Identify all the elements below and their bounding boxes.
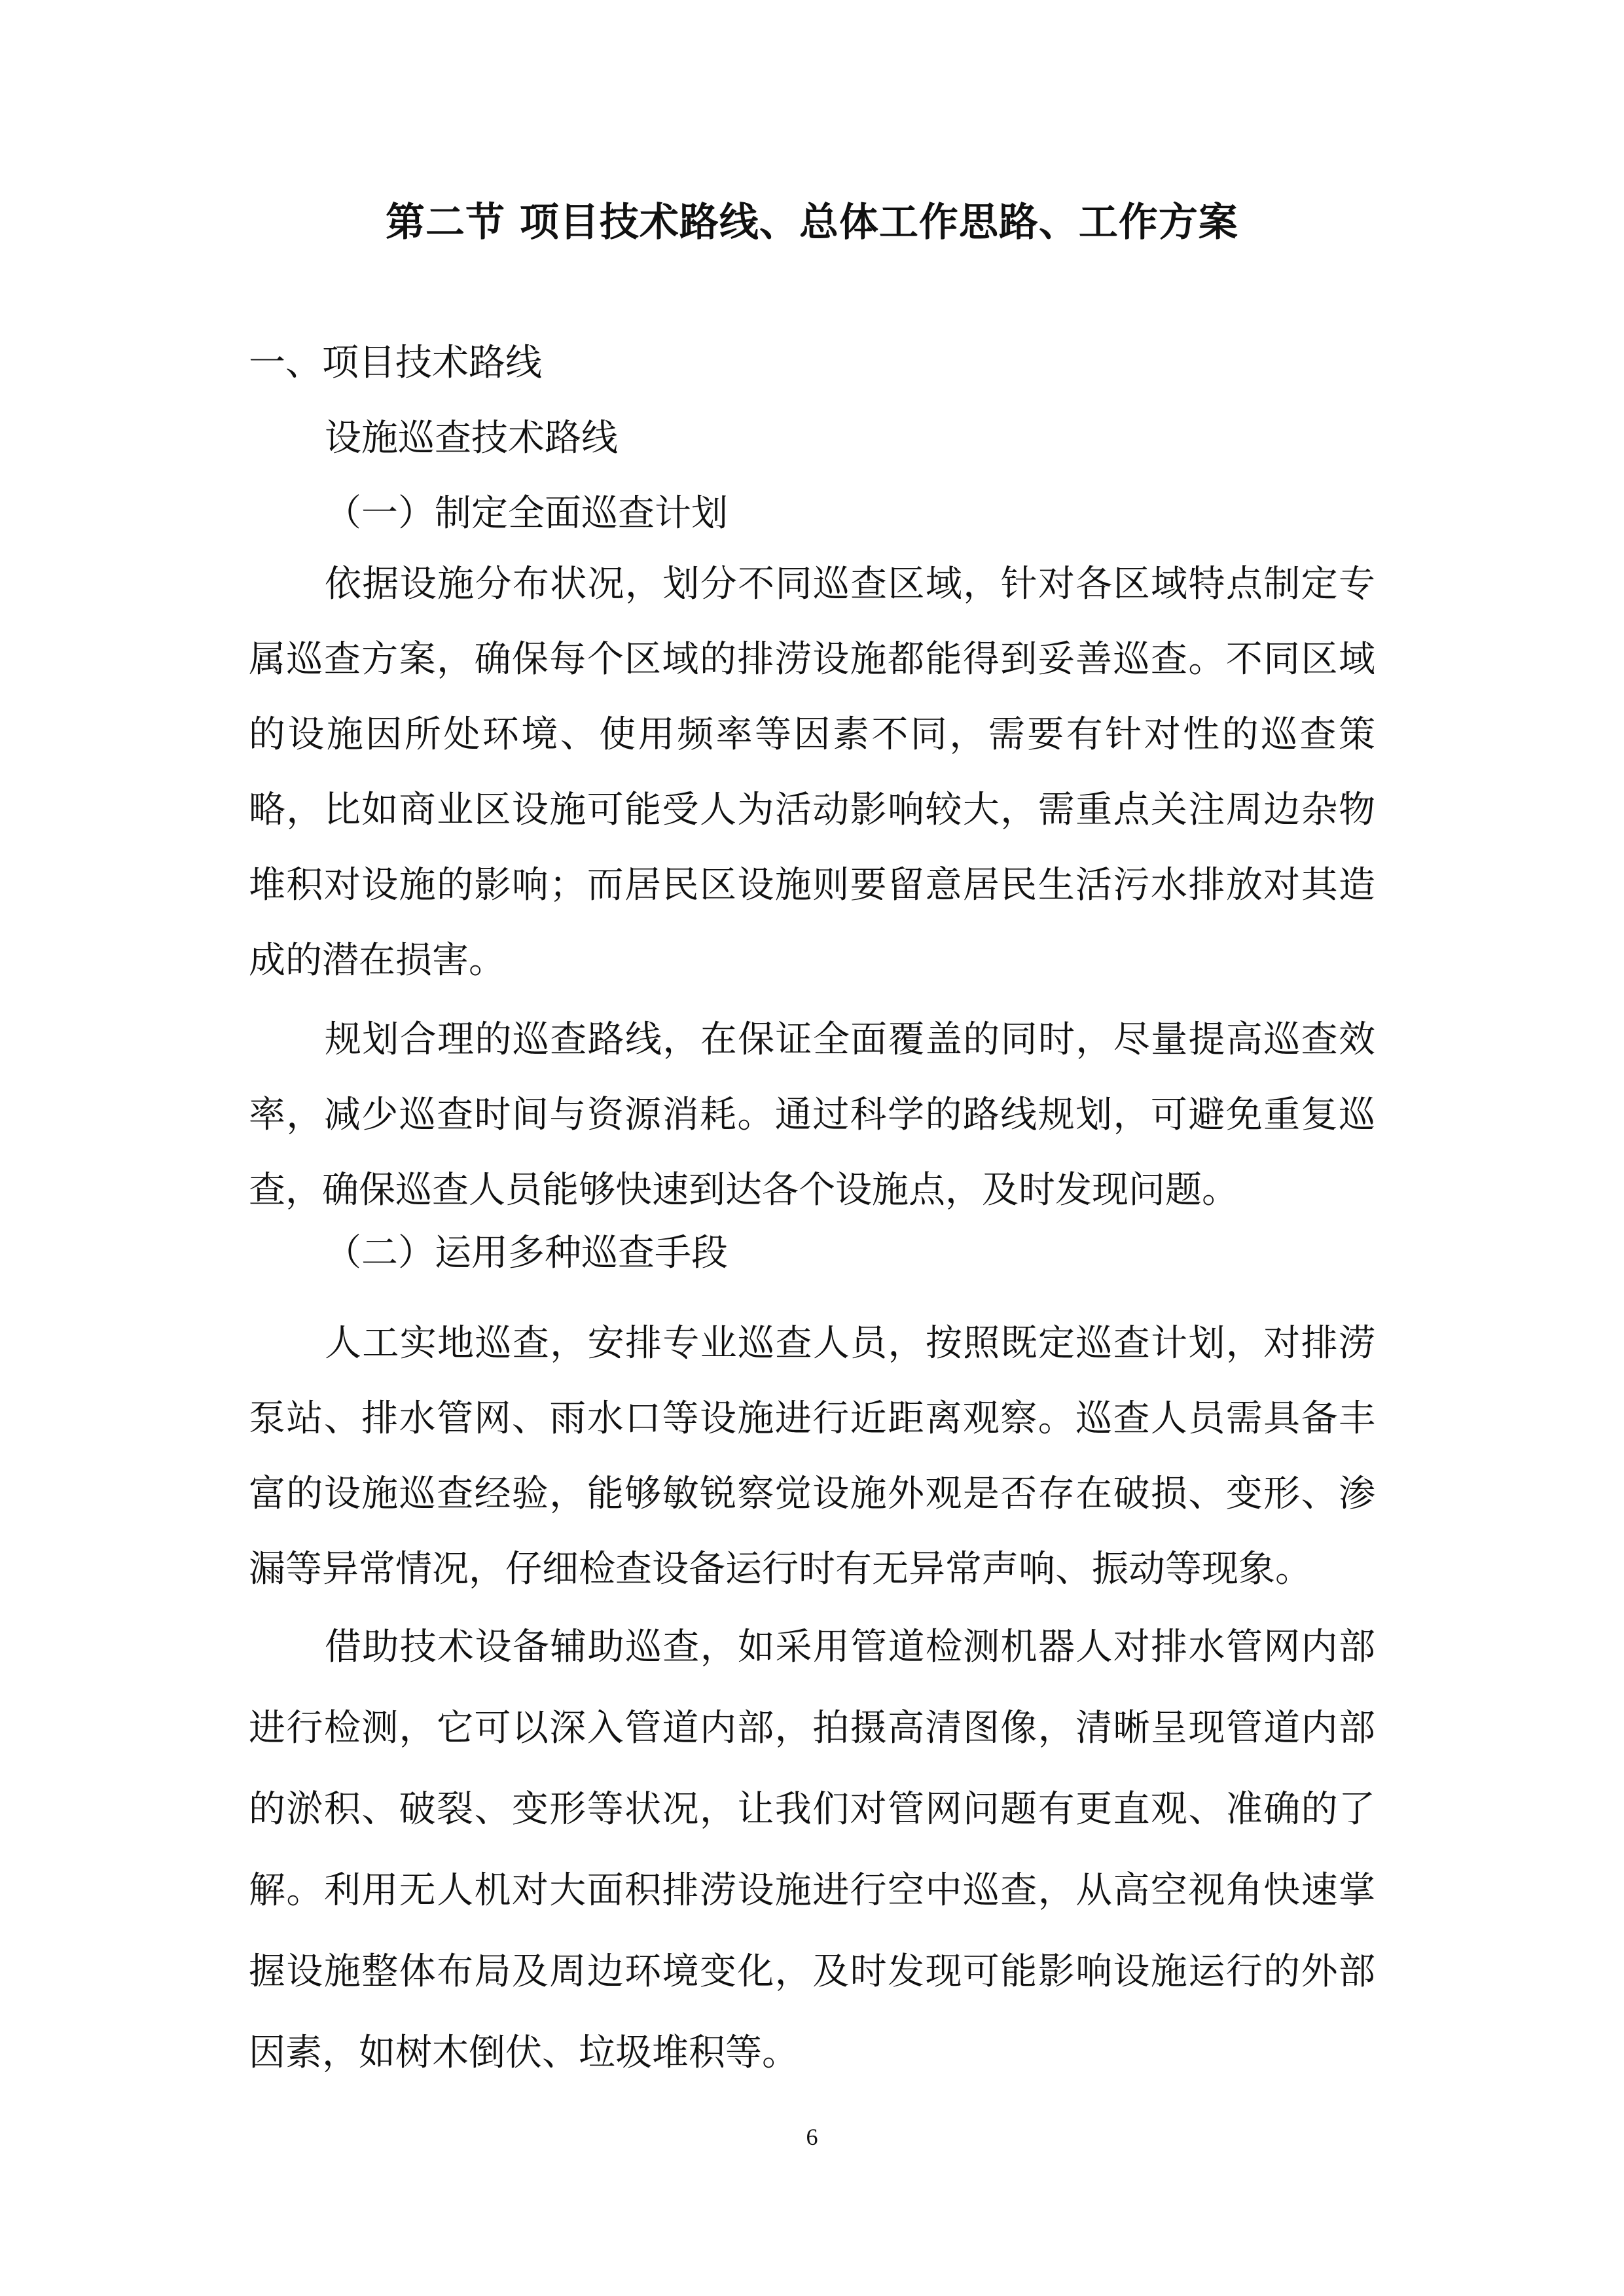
item-1-heading: （一）制定全面巡查计划 (325, 492, 728, 535)
section-heading: 一、项目技术路线 (249, 342, 542, 384)
paragraph-2: 规划合理的巡查路线，在保证全面覆盖的同时，尽量提高巡查效率，减少巡查时间与资源消耗。通过科学的路线规划，可避免重复巡查，确保巡查人员能够快速到达各个设施点，及时发现问题。 (249, 1018, 1375, 1211)
page-number: 6 (806, 2124, 818, 2150)
paragraph-3: 人工实地巡查，安排专业巡查人员，按照既定巡查计划，对排涝泵站、排水管网、雨水口等设施进行近距离观察。巡查人员需具备丰富的设施巡查经验，能够敏锐察觉设施外观是否存在破损、变形、渗漏等异常情况，仔细检查设备运行时有无异常声响、振动等现象。 (249, 1322, 1375, 1590)
paragraph-1: 依据设施分布状况，划分不同巡查区域，针对各区域特点制定专属巡查方案，确保每个区域的排涝设施都能得到妥善巡查。不同区域的设施因所处环境、使用频率等因素不同，需要有针对性的巡查策略，比如商业区设施可能受人为活动影响较大，需重点关注周边杂物堆积对设施的影响；而居民区设施则要留意居民生活污水排放对其造成的潜在损害。 (249, 563, 1375, 982)
item-2-heading: （二）运用多种巡查手段 (325, 1232, 728, 1274)
page-title: 第二节 项目技术路线、总体工作思路、工作方案 (386, 200, 1238, 245)
paragraph-4: 借助技术设备辅助巡查，如采用管道检测机器人对排水管网内部进行检测，它可以深入管道内部，拍摄高清图像，清晰呈现管道内部的淤积、破裂、变形等状况，让我们对管网问题有更直观、准确的了解。利用无人机对大面积排涝设施进行空中巡查，从高空视角快速掌握设施整体布局及周边环境变化，及时发现可能影响设施运行的外部因素，如树木倒伏、垃圾堆积等。 (249, 1626, 1375, 2074)
subheading: 设施巡查技术路线 (325, 417, 618, 459)
